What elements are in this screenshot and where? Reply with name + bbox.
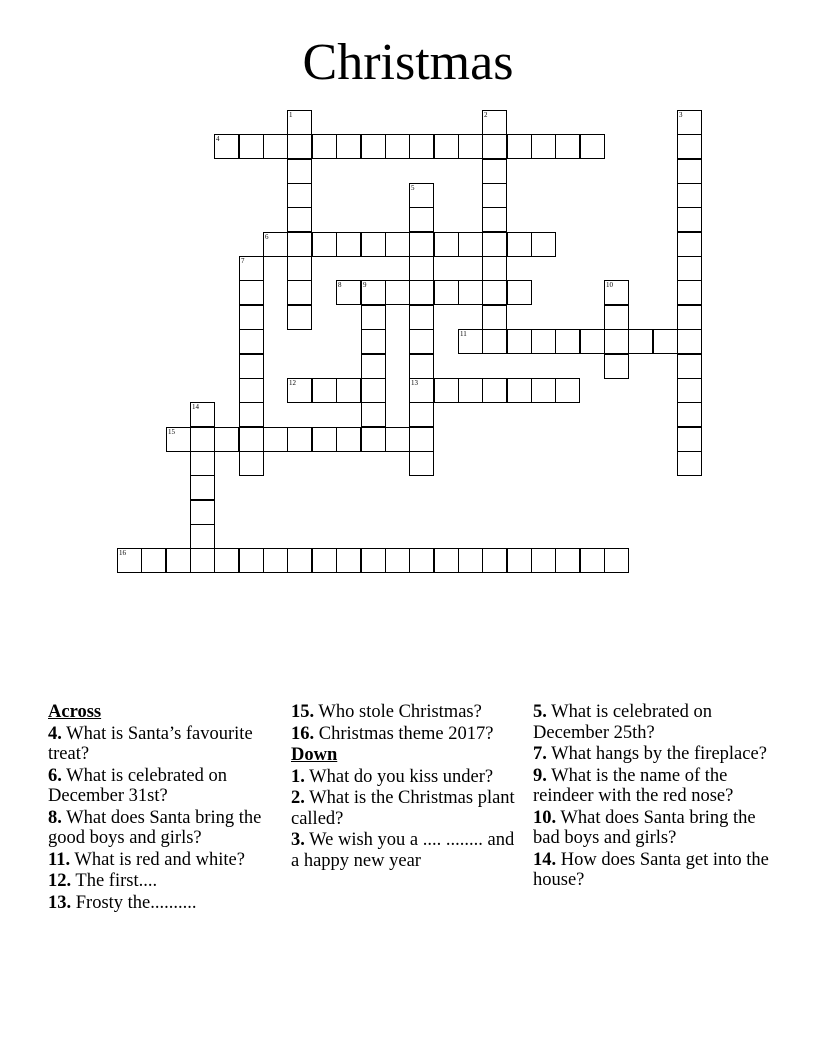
grid-cell[interactable]	[458, 378, 483, 403]
grid-cell[interactable]	[580, 134, 605, 159]
clue-number: 1	[289, 111, 293, 119]
grid-cell[interactable]	[336, 232, 361, 257]
grid-cell[interactable]	[434, 232, 459, 257]
grid-cell[interactable]	[677, 159, 702, 184]
grid-cell[interactable]	[214, 427, 239, 452]
grid-cell[interactable]	[409, 232, 434, 257]
grid-cell[interactable]	[507, 548, 532, 573]
grid-cell[interactable]	[482, 329, 507, 354]
grid-cell[interactable]	[287, 305, 312, 330]
grid-cell[interactable]	[287, 207, 312, 232]
grid-cell[interactable]	[287, 427, 312, 452]
grid-cell[interactable]	[604, 305, 629, 330]
grid-cell[interactable]	[190, 475, 215, 500]
grid-cell[interactable]	[482, 232, 507, 257]
grid-cell[interactable]	[287, 110, 312, 135]
grid-cell[interactable]	[263, 232, 288, 257]
grid-cell[interactable]	[628, 329, 653, 354]
grid-cell[interactable]	[434, 548, 459, 573]
clue-down-14: 14. How does Santa get into the house?	[533, 849, 769, 890]
grid-cell[interactable]	[190, 500, 215, 525]
grid-cell[interactable]	[482, 110, 507, 135]
grid-cell[interactable]	[361, 305, 386, 330]
clue-across-6: 6. What is celebrated on December 31st?	[48, 765, 227, 806]
grid-cell[interactable]	[385, 280, 410, 305]
grid-cell[interactable]	[458, 548, 483, 573]
grid-cell[interactable]	[507, 378, 532, 403]
grid-cell[interactable]	[239, 378, 264, 403]
grid-cell[interactable]	[580, 329, 605, 354]
grid-cell[interactable]	[482, 548, 507, 573]
grid-cell[interactable]	[507, 329, 532, 354]
grid-cell[interactable]	[653, 329, 678, 354]
grid-cell[interactable]	[409, 402, 434, 427]
grid-cell[interactable]	[361, 378, 386, 403]
grid-cell[interactable]	[677, 232, 702, 257]
grid-cell[interactable]	[166, 548, 191, 573]
clue-down-9: 9. What is the name of the reindeer with the red nose?	[533, 765, 734, 806]
clue-down-7: 7. What hangs by the fireplace?	[533, 744, 767, 764]
grid-cell[interactable]	[409, 280, 434, 305]
grid-cell[interactable]	[190, 524, 215, 549]
down-heading: Down	[291, 745, 338, 765]
grid-cell[interactable]	[677, 427, 702, 452]
grid-cell[interactable]	[409, 354, 434, 379]
grid-cell[interactable]	[482, 183, 507, 208]
grid-cell[interactable]	[336, 280, 361, 305]
clue-down-10: 10. What does Santa bring the bad boys and girls?	[533, 807, 756, 848]
clue-number: 10	[606, 281, 613, 289]
grid-cell[interactable]	[409, 256, 434, 281]
clue-across-12: 12. The first....	[48, 871, 158, 891]
grid-cell[interactable]	[263, 548, 288, 573]
clue-number: 9	[363, 281, 367, 289]
clue-number: 2	[484, 111, 488, 119]
grid-cell[interactable]	[190, 548, 215, 573]
grid-cell[interactable]	[555, 548, 580, 573]
grid-cell[interactable]	[239, 354, 264, 379]
grid-cell[interactable]	[409, 305, 434, 330]
grid-cell[interactable]	[677, 207, 702, 232]
grid-cell[interactable]	[677, 134, 702, 159]
grid-cell[interactable]	[677, 378, 702, 403]
grid-cell[interactable]	[482, 256, 507, 281]
grid-cell[interactable]	[166, 427, 191, 452]
grid-cell[interactable]	[190, 451, 215, 476]
grid-cell[interactable]	[677, 280, 702, 305]
grid-cell[interactable]	[312, 232, 337, 257]
grid-cell[interactable]	[434, 280, 459, 305]
grid-cell[interactable]	[555, 329, 580, 354]
grid-cell[interactable]	[677, 402, 702, 427]
grid-cell[interactable]	[482, 305, 507, 330]
clue-number: 12	[289, 379, 296, 387]
grid-cell[interactable]	[287, 183, 312, 208]
grid-cell[interactable]	[409, 548, 434, 573]
clue-number: 3	[679, 111, 683, 119]
grid-cell[interactable]	[409, 207, 434, 232]
grid-cell[interactable]	[287, 280, 312, 305]
grid-cell[interactable]	[385, 134, 410, 159]
grid-cell[interactable]	[482, 280, 507, 305]
grid-cell[interactable]	[336, 548, 361, 573]
grid-cell[interactable]	[677, 183, 702, 208]
grid-cell[interactable]	[361, 134, 386, 159]
grid-cell[interactable]	[239, 280, 264, 305]
clue-down-5: 5. What is celebrated on December 25th?	[533, 702, 712, 743]
grid-cell[interactable]	[287, 232, 312, 257]
clue-number: 13	[411, 379, 418, 387]
grid-cell[interactable]	[482, 207, 507, 232]
grid-cell[interactable]	[409, 329, 434, 354]
puzzle-title: Christmas	[302, 34, 514, 91]
grid-cell[interactable]	[409, 427, 434, 452]
grid-cell[interactable]	[409, 183, 434, 208]
grid-cell[interactable]	[287, 134, 312, 159]
grid-cell[interactable]	[385, 427, 410, 452]
grid-cell[interactable]	[458, 280, 483, 305]
clues-column-2	[291, 702, 527, 872]
clue-across-15: 15. Who stole Christmas?	[291, 702, 482, 722]
grid-cell[interactable]	[434, 134, 459, 159]
grid-cell[interactable]	[190, 402, 215, 427]
clues-column-1	[48, 702, 278, 914]
grid-cell[interactable]	[531, 378, 556, 403]
grid-cell[interactable]	[385, 232, 410, 257]
grid-cell[interactable]	[458, 329, 483, 354]
grid-cell[interactable]	[239, 256, 264, 281]
grid-cell[interactable]	[434, 378, 459, 403]
clue-down-2: 2. What is the Christmas plant called?	[291, 788, 515, 829]
across-heading: Across	[48, 702, 102, 722]
grid-cell[interactable]	[604, 280, 629, 305]
grid-cell[interactable]	[531, 329, 556, 354]
grid-cell[interactable]	[531, 232, 556, 257]
grid-cell[interactable]	[287, 159, 312, 184]
grid-cell[interactable]	[482, 159, 507, 184]
grid-cell[interactable]	[239, 451, 264, 476]
grid-cell[interactable]	[336, 378, 361, 403]
clue-across-4: 4. What is Santa’s favourite treat?	[48, 723, 253, 764]
clue-number: 16	[119, 549, 126, 557]
grid-cell[interactable]	[239, 329, 264, 354]
grid-cell[interactable]	[361, 427, 386, 452]
grid-cell[interactable]	[312, 378, 337, 403]
clue-number: 11	[460, 330, 467, 338]
clue-across-16: 16. Christmas theme 2017?	[291, 723, 494, 744]
grid-cell[interactable]	[409, 451, 434, 476]
clue-number: 7	[241, 257, 245, 265]
clue-across-8: 8. What does Santa bring the good boys and girls?	[48, 807, 262, 848]
grid-cell[interactable]	[239, 305, 264, 330]
grid-cell[interactable]	[507, 280, 532, 305]
grid-cell[interactable]	[361, 329, 386, 354]
grid-cell[interactable]	[239, 548, 264, 573]
grid-cell[interactable]	[361, 548, 386, 573]
grid-cell[interactable]	[287, 548, 312, 573]
grid-cell[interactable]	[604, 354, 629, 379]
grid-cell[interactable]	[287, 378, 312, 403]
clue-number: 6	[265, 233, 269, 241]
grid-cell[interactable]	[677, 354, 702, 379]
grid-cell[interactable]	[361, 402, 386, 427]
grid-cell[interactable]	[531, 548, 556, 573]
clue-number: 14	[192, 403, 199, 411]
grid-cell[interactable]	[361, 232, 386, 257]
grid-cell[interactable]	[141, 548, 166, 573]
grid-cell[interactable]	[604, 329, 629, 354]
grid-cell[interactable]	[409, 378, 434, 403]
grid-cell[interactable]	[312, 427, 337, 452]
grid-cell[interactable]	[677, 256, 702, 281]
grid-cell[interactable]	[482, 134, 507, 159]
grid-cell[interactable]	[312, 548, 337, 573]
grid-cell[interactable]	[677, 451, 702, 476]
grid-cell[interactable]	[677, 305, 702, 330]
grid-cell[interactable]	[555, 134, 580, 159]
grid-cell[interactable]	[190, 427, 215, 452]
grid-cell[interactable]	[458, 232, 483, 257]
grid-cell[interactable]	[336, 134, 361, 159]
grid-cell[interactable]	[677, 329, 702, 354]
clue-number: 5	[411, 184, 415, 192]
clue-number: 15	[168, 428, 175, 436]
grid-cell[interactable]	[385, 548, 410, 573]
clue-down-1: 1. What do you kiss under?	[291, 766, 494, 787]
clue-across-11: 11. What is red and white?	[48, 849, 245, 870]
grid-cell[interactable]	[555, 378, 580, 403]
grid-cell[interactable]	[287, 256, 312, 281]
grid-cell[interactable]	[458, 134, 483, 159]
grid-cell[interactable]	[239, 402, 264, 427]
grid-cell[interactable]	[409, 134, 434, 159]
grid-cell[interactable]	[580, 548, 605, 573]
grid-cell[interactable]	[361, 280, 386, 305]
grid-cell[interactable]	[117, 548, 142, 573]
grid-cell[interactable]	[312, 134, 337, 159]
grid-cell[interactable]	[482, 378, 507, 403]
grid-cell[interactable]	[677, 110, 702, 135]
grid-cell[interactable]	[214, 548, 239, 573]
grid-cell[interactable]	[239, 134, 264, 159]
grid-cell[interactable]	[507, 134, 532, 159]
grid-cell[interactable]	[361, 354, 386, 379]
grid-cell[interactable]	[263, 427, 288, 452]
clue-number: 8	[338, 281, 342, 289]
clue-down-3: 3. We wish you a .... ........ and a happy new year	[291, 830, 515, 871]
grid-cell[interactable]	[239, 427, 264, 452]
grid-cell[interactable]	[507, 232, 532, 257]
grid-cell[interactable]	[214, 134, 239, 159]
grid-cell[interactable]	[336, 427, 361, 452]
grid-cell[interactable]	[263, 134, 288, 159]
grid-cell[interactable]	[604, 548, 629, 573]
clue-across-13: 13. Frosty the..........	[48, 892, 197, 913]
grid-cell[interactable]	[531, 134, 556, 159]
clue-number: 4	[216, 135, 220, 143]
clues-column-3	[533, 702, 773, 892]
